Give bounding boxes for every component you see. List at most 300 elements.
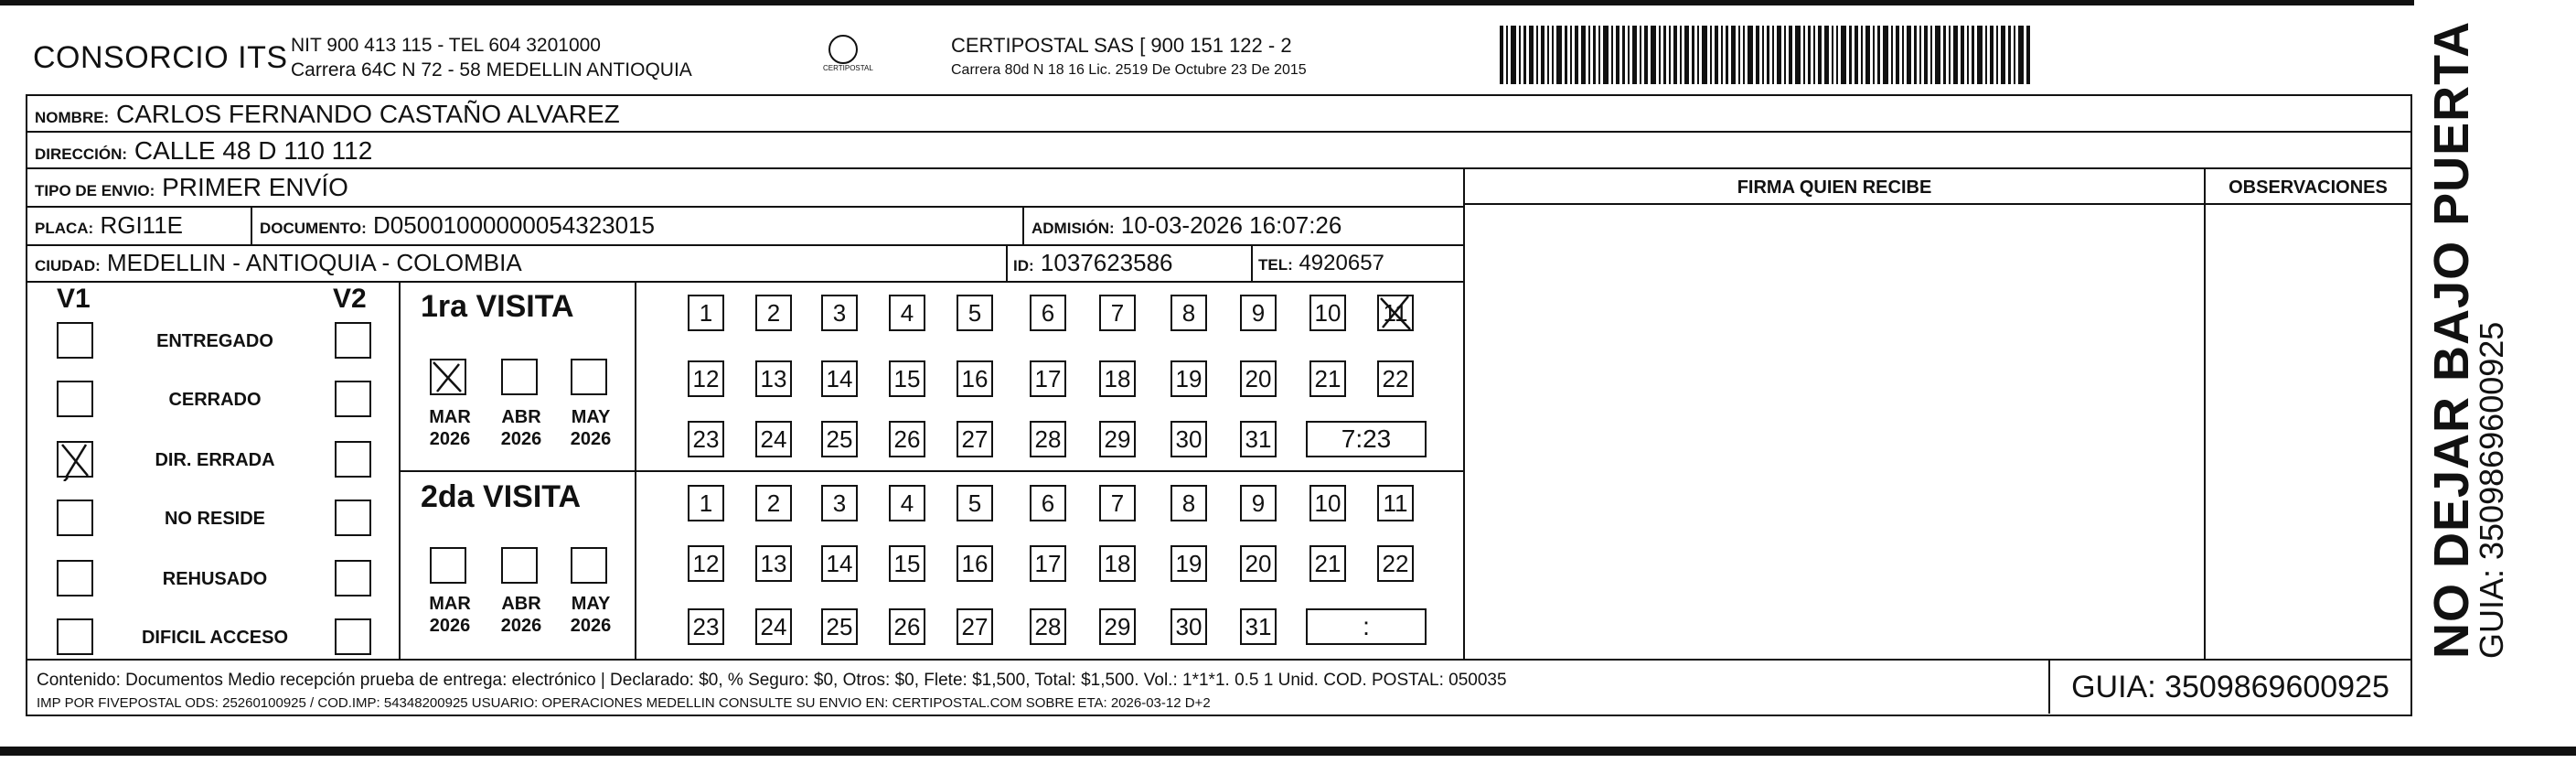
- barcode-bar: [1644, 26, 1648, 84]
- barcode-bar: [2014, 26, 2015, 84]
- tel-label: TEL:: [1258, 256, 1293, 274]
- second-visit-month-checkbox[interactable]: [501, 547, 538, 584]
- placa-value: RGI11E: [100, 211, 184, 239]
- second-visit-day[interactable]: [1030, 545, 1066, 582]
- month-name: MAY: [571, 407, 611, 427]
- first-visit-day[interactable]: [1099, 421, 1136, 457]
- second-visit-day[interactable]: [1170, 545, 1207, 582]
- first-visit-time[interactable]: 7:23: [1306, 421, 1427, 457]
- month-right-border: [635, 283, 636, 659]
- day-number: 19: [1175, 364, 1202, 392]
- barcode-bar: [1914, 26, 1917, 84]
- day-number: 21: [1314, 549, 1341, 577]
- day-number: 26: [893, 424, 921, 453]
- day-number: 1: [699, 298, 713, 327]
- first-visit-day[interactable]: [1309, 295, 1346, 331]
- first-visit-day[interactable]: [755, 421, 792, 457]
- barcode-bar: [1536, 26, 1538, 84]
- second-visit-day[interactable]: [688, 485, 724, 521]
- first-visit-day[interactable]: [1240, 295, 1277, 331]
- observaciones-header: OBSERVACIONES: [2229, 177, 2388, 198]
- barcode-bar: [1996, 26, 1998, 84]
- barcode-bar: [2018, 26, 2024, 84]
- day-number: 5: [967, 298, 982, 327]
- barcode-bar: [1731, 26, 1736, 84]
- month-name: ABR: [501, 594, 541, 614]
- second-visit-day[interactable]: [821, 485, 858, 521]
- id-value: 1037623586: [1040, 249, 1173, 276]
- barcode-bar: [1632, 26, 1637, 84]
- nombre-value: CARLOS FERNANDO CASTAÑO ALVAREZ: [116, 100, 620, 128]
- barcode-bar: [2026, 26, 2030, 84]
- month-name: MAR: [429, 407, 471, 427]
- ciudad-cell: [35, 249, 522, 277]
- second-visit-day[interactable]: [755, 608, 792, 645]
- company-name: CONSORCIO ITS: [33, 40, 288, 75]
- side-guia: GUIA: 3509869600925: [2473, 321, 2510, 659]
- footer-content-line: Contenido: Documentos Medio recepción prueba de entrega: electrónico | Declarado: $0, % Seguro: $0, Otros: $0, Flete: $1,500, Total: $1,500. Vol.: 1*1*1. 0.5 1 Unid. COD. POSTAL: 050035: [37, 671, 1507, 690]
- day-number: 13: [760, 549, 787, 577]
- second-visit-day[interactable]: [889, 608, 925, 645]
- second-visit-title: 2da VISITA: [421, 479, 582, 514]
- day-number: 8: [1181, 489, 1196, 517]
- month-year: 2026: [500, 429, 542, 449]
- barcode-bar: [1603, 26, 1609, 84]
- day-number: 30: [1175, 424, 1202, 453]
- first-visit-day[interactable]: [688, 360, 724, 397]
- v1-checkbox[interactable]: [57, 618, 93, 655]
- row-direccion: [27, 133, 2410, 169]
- day-number: 11: [1383, 489, 1408, 517]
- firma-area[interactable]: [1465, 205, 2202, 659]
- barcode-bar: [1743, 26, 1745, 84]
- tel-value: 4920657: [1299, 251, 1384, 275]
- day-number: 29: [1104, 424, 1131, 453]
- day-number: 16: [961, 364, 989, 392]
- day-number: 6: [1041, 489, 1055, 517]
- top-rule: [0, 0, 2414, 5]
- day-number: 17: [1034, 364, 1062, 392]
- bottom-rule: [0, 747, 2576, 756]
- footer-print-line: IMP POR FIVEPOSTAL ODS: 25260100925 / COD.IMP: 54348200925 USUARIO: OPERACIONES MEDELLIN CONSULTE SU ENVIO EN: CERTIPOSTAL.COM SOBRE ETA: 2026-03-12 D+2: [37, 695, 1211, 711]
- v1-header: V1: [57, 284, 91, 314]
- barcode-bar: [1565, 26, 1567, 84]
- day-number: 21: [1314, 364, 1341, 392]
- second-visit-day[interactable]: [957, 545, 993, 582]
- barcode-bar: [1855, 26, 1858, 84]
- logo-text: CERTIPOSTAL: [823, 64, 873, 72]
- x-mark-icon: [430, 359, 466, 395]
- v2-checkbox[interactable]: [335, 381, 371, 417]
- v2-checkbox[interactable]: [335, 560, 371, 596]
- first-visit-day[interactable]: [889, 360, 925, 397]
- second-visit-month-label: [422, 593, 477, 637]
- first-visit-day[interactable]: [821, 421, 858, 457]
- v2-checkbox[interactable]: [335, 500, 371, 536]
- barcode-bar: [1865, 26, 1870, 84]
- second-visit-day[interactable]: [688, 545, 724, 582]
- courier-name: CERTIPOSTAL SAS [ 900 151 122 - 2: [951, 34, 1292, 57]
- second-visit-day[interactable]: [1309, 485, 1346, 521]
- first-visit-month-checkbox[interactable]: [501, 359, 538, 395]
- x-mark-icon: [1375, 293, 1416, 333]
- status-label: NO RESIDE: [164, 509, 266, 529]
- barcode-bar: [1762, 26, 1764, 84]
- second-visit-day[interactable]: [1099, 608, 1136, 645]
- barcode-bar: [1628, 26, 1630, 84]
- first-visit-title: 1ra VISITA: [421, 289, 574, 324]
- barcode-bar: [1883, 26, 1888, 84]
- barcode-bar: [1907, 26, 1911, 84]
- status-label: REHUSADO: [162, 569, 268, 589]
- first-visit-day[interactable]: [1240, 360, 1277, 397]
- barcode-bar: [1556, 26, 1562, 84]
- barcode: [1500, 26, 2231, 84]
- v1-checkbox[interactable]: [57, 500, 93, 536]
- day-number: 8: [1181, 298, 1196, 327]
- month-year: 2026: [500, 616, 542, 636]
- barcode-bar: [1919, 26, 1921, 84]
- first-visit-day[interactable]: [1099, 360, 1136, 397]
- day-number: 27: [961, 424, 989, 453]
- second-visit-day[interactable]: [889, 545, 925, 582]
- barcode-bar: [1669, 26, 1671, 84]
- day-number: 28: [1034, 612, 1062, 640]
- first-visit-day[interactable]: [957, 295, 993, 331]
- barcode-bar: [1616, 26, 1619, 84]
- day-number: 7: [1110, 298, 1125, 327]
- day-number: 28: [1034, 424, 1062, 453]
- admision-label: ADMISIÓN:: [1031, 220, 1115, 237]
- barcode-bar: [1841, 26, 1846, 84]
- barcode-bar: [1949, 26, 1951, 84]
- barcode-bar: [1789, 26, 1792, 84]
- x-mark-icon: [59, 441, 91, 481]
- second-visit-day[interactable]: [1377, 545, 1414, 582]
- barcode-bar: [1803, 26, 1805, 84]
- barcode-bar: [1598, 26, 1600, 84]
- day-number: 23: [692, 424, 720, 453]
- v2-checkbox[interactable]: [335, 322, 371, 359]
- first-visit-day[interactable]: [1099, 295, 1136, 331]
- barcode-bar: [1861, 26, 1863, 84]
- barcode-bar: [1877, 26, 1880, 84]
- barcode-bar: [1511, 26, 1516, 84]
- second-visit-day[interactable]: [1240, 545, 1277, 582]
- first-visit-month-checkbox[interactable]: [430, 359, 466, 395]
- day-number: 19: [1175, 549, 1202, 577]
- company-address: Carrera 64C N 72 - 58 MEDELLIN ANTIOQUIA: [291, 59, 692, 81]
- documento-cell: [260, 211, 655, 240]
- barcode-bar: [1738, 26, 1740, 84]
- day-number: 1: [699, 489, 713, 517]
- barcode-bar: [1651, 26, 1656, 84]
- id-label: ID:: [1013, 257, 1034, 274]
- barcode-bar: [1961, 26, 1964, 84]
- tel-cell: [1258, 251, 1384, 276]
- day-number: 16: [961, 549, 989, 577]
- day-number: 12: [692, 364, 720, 392]
- v1-checkbox[interactable]: [57, 560, 93, 596]
- day-number: 23: [692, 612, 720, 640]
- second-visit-day[interactable]: [1099, 545, 1136, 582]
- second-visit-month-checkbox[interactable]: [430, 547, 466, 584]
- day-number: 18: [1104, 364, 1131, 392]
- day-number: 7: [1110, 489, 1125, 517]
- day-number: 4: [900, 489, 914, 517]
- barcode-bar: [1756, 26, 1759, 84]
- first-visit-day[interactable]: [821, 360, 858, 397]
- status-label: DIFICIL ACCESO: [141, 628, 288, 648]
- first-visit-day[interactable]: [957, 360, 993, 397]
- first-visit-day[interactable]: [889, 295, 925, 331]
- day-number: 29: [1104, 612, 1131, 640]
- day-number: 24: [760, 424, 787, 453]
- first-visit-month-label: [422, 406, 477, 450]
- barcode-bar: [1767, 26, 1769, 84]
- day-number: 25: [826, 612, 853, 640]
- barcode-bar: [1891, 26, 1893, 84]
- barcode-bar: [1777, 26, 1781, 84]
- month-year: 2026: [570, 429, 612, 449]
- first-visit-day[interactable]: [755, 295, 792, 331]
- second-visit-day[interactable]: [889, 485, 925, 521]
- placa-divider: [251, 208, 252, 246]
- barcode-bar: [1640, 26, 1641, 84]
- second-visit-day[interactable]: [1099, 485, 1136, 521]
- admision-divider: [1022, 208, 1024, 246]
- barcode-bar: [2001, 26, 2005, 84]
- barcode-bar: [1523, 26, 1526, 84]
- second-visit-day[interactable]: [1377, 485, 1414, 521]
- barcode-bar: [1818, 26, 1822, 84]
- day-number: 22: [1382, 549, 1409, 577]
- barcode-bar: [1824, 26, 1829, 84]
- barcode-bar: [1849, 26, 1852, 84]
- barcode-bar: [1902, 26, 1904, 84]
- day-number: 31: [1245, 612, 1272, 640]
- barcode-bar: [1784, 26, 1786, 84]
- ciudad-value: MEDELLIN - ANTIOQUIA - COLOMBIA: [107, 249, 522, 276]
- admision-cell: [1031, 211, 1341, 240]
- barcode-bar: [1832, 26, 1833, 84]
- day-number: 18: [1104, 549, 1131, 577]
- second-visit-time[interactable]: :: [1306, 608, 1427, 645]
- row-tipo: [27, 169, 1463, 208]
- barcode-bar: [1697, 26, 1699, 84]
- barcode-bar: [1795, 26, 1801, 84]
- barcode-bar: [1663, 26, 1666, 84]
- first-visit-day[interactable]: [1240, 421, 1277, 457]
- day-number: 14: [826, 364, 853, 392]
- month-name: ABR: [501, 407, 541, 427]
- barcode-bar: [1673, 26, 1677, 84]
- barcode-bar: [1990, 26, 1993, 84]
- barcode-bar: [1935, 26, 1940, 84]
- day-number: 17: [1034, 549, 1062, 577]
- second-visit-day[interactable]: [1240, 485, 1277, 521]
- second-visit-month-label: [563, 593, 618, 637]
- barcode-bar: [1896, 26, 1899, 84]
- barcode-bar: [1581, 26, 1586, 84]
- day-number: 3: [832, 298, 847, 327]
- second-visit-day[interactable]: [1170, 485, 1207, 521]
- first-visit-month-checkbox[interactable]: [571, 359, 607, 395]
- second-visit-day[interactable]: [1030, 608, 1066, 645]
- day-number: 26: [893, 612, 921, 640]
- first-visit-day[interactable]: [1030, 360, 1066, 397]
- first-visit-day[interactable]: [688, 421, 724, 457]
- first-visit-day[interactable]: [1377, 295, 1414, 331]
- tel-divider: [1251, 246, 1253, 283]
- id-cell: [1013, 249, 1173, 277]
- day-number: 14: [826, 549, 853, 577]
- day-number: 15: [893, 364, 921, 392]
- row-nombre: [27, 96, 2410, 133]
- barcode-bar: [1692, 26, 1694, 84]
- barcode-bar: [1547, 26, 1549, 84]
- day-number: 12: [692, 549, 720, 577]
- admision-value: 10-03-2026 16:07:26: [1120, 211, 1342, 239]
- second-visit-day[interactable]: [957, 485, 993, 521]
- barcode-bar: [1680, 26, 1682, 84]
- documento-label: DOCUMENTO:: [260, 220, 367, 237]
- first-visit-day[interactable]: [1030, 421, 1066, 457]
- first-visit-day[interactable]: [889, 421, 925, 457]
- day-number: 10: [1314, 489, 1341, 517]
- barcode-bar: [1684, 26, 1689, 84]
- barcode-bar: [1873, 26, 1875, 84]
- barcode-bar: [2008, 26, 2011, 84]
- month-year: 2026: [429, 616, 471, 636]
- day-number: 30: [1175, 612, 1202, 640]
- second-visit-day[interactable]: [957, 608, 993, 645]
- second-visit-day[interactable]: [1030, 485, 1066, 521]
- company-info: [291, 33, 692, 82]
- first-visit-day[interactable]: [1170, 360, 1207, 397]
- barcode-bar: [1924, 26, 1928, 84]
- day-number: 20: [1245, 549, 1272, 577]
- barcode-bar: [1813, 26, 1815, 84]
- day-number: 11: [1383, 298, 1408, 327]
- first-visit-month-label: [494, 406, 549, 450]
- second-visit-day[interactable]: [755, 545, 792, 582]
- first-visit-day[interactable]: [688, 295, 724, 331]
- second-visit-day[interactable]: [1240, 608, 1277, 645]
- observaciones-area[interactable]: [2206, 205, 2409, 659]
- barcode-bar: [1588, 26, 1590, 84]
- certipostal-logo: [823, 31, 873, 82]
- second-visit-day[interactable]: [821, 608, 858, 645]
- barcode-bar: [1500, 26, 1503, 84]
- barcode-bar: [1715, 26, 1718, 84]
- barcode-bar: [1552, 26, 1554, 84]
- nombre-label: NOMBRE:: [35, 109, 110, 126]
- barcode-bar: [1836, 26, 1838, 84]
- courier-info: [951, 33, 1307, 82]
- day-number: 22: [1382, 364, 1409, 392]
- second-visit-day[interactable]: [821, 545, 858, 582]
- status-label: DIR. ERRADA: [155, 450, 275, 470]
- first-visit-day[interactable]: [755, 360, 792, 397]
- id-divider: [1006, 246, 1008, 283]
- day-number: 2: [766, 298, 781, 327]
- ciudad-label: CIUDAD:: [35, 257, 101, 274]
- barcode-bar: [1659, 26, 1661, 84]
- day-number: 24: [760, 612, 787, 640]
- v1-checkbox[interactable]: [57, 322, 93, 359]
- documento-value: D05001000000054323015: [373, 211, 656, 239]
- day-number: 10: [1314, 298, 1341, 327]
- second-visit-day[interactable]: [688, 608, 724, 645]
- status-label: ENTREGADO: [156, 331, 273, 351]
- barcode-bar: [1967, 26, 1969, 84]
- barcode-bar: [1953, 26, 1958, 84]
- barcode-bar: [1506, 26, 1508, 84]
- day-number: 13: [760, 364, 787, 392]
- month-year: 2026: [429, 429, 471, 449]
- barcode-bar: [1721, 26, 1723, 84]
- v1-checkbox[interactable]: [57, 441, 93, 478]
- direccion-value: CALLE 48 D 110 112: [134, 136, 373, 165]
- barcode-bar: [1702, 26, 1707, 84]
- placa-label: PLACA:: [35, 220, 94, 237]
- company-nit: NIT 900 413 115 - TEL 604 3201000: [291, 35, 601, 56]
- first-visit-month-label: [563, 406, 618, 450]
- day-number: 20: [1245, 364, 1272, 392]
- second-visit-day[interactable]: [755, 485, 792, 521]
- month-year: 2026: [570, 616, 612, 636]
- v1-checkbox[interactable]: [57, 381, 93, 417]
- direccion-label: DIRECCIÓN:: [35, 145, 128, 163]
- barcode-bar: [1575, 26, 1578, 84]
- day-number: 4: [900, 298, 914, 327]
- second-visit-month-checkbox[interactable]: [571, 547, 607, 584]
- barcode-bar: [1748, 26, 1753, 84]
- first-visit-day[interactable]: [1030, 295, 1066, 331]
- barcode-bar: [1808, 26, 1811, 84]
- firma-header: FIRMA QUIEN RECIBE: [1737, 177, 1932, 198]
- v2-header: V2: [333, 284, 367, 314]
- day-number: 25: [826, 424, 853, 453]
- barcode-bar: [1622, 26, 1625, 84]
- day-number: 5: [967, 489, 982, 517]
- first-visit-day[interactable]: [957, 421, 993, 457]
- side-notice: NO DEJAR BAJO PUERTA: [2424, 20, 2479, 659]
- v2-checkbox[interactable]: [335, 618, 371, 655]
- logo-circle-icon: [828, 35, 858, 64]
- placa-cell: [35, 211, 183, 240]
- day-number: 31: [1245, 424, 1272, 453]
- second-visit-day[interactable]: [1170, 608, 1207, 645]
- first-visit-day[interactable]: [1170, 295, 1207, 331]
- first-visit-day[interactable]: [1377, 360, 1414, 397]
- first-visit-day[interactable]: [1170, 421, 1207, 457]
- first-visit-day[interactable]: [821, 295, 858, 331]
- barcode-bar: [1570, 26, 1572, 84]
- tipo-value: PRIMER ENVÍO: [162, 173, 348, 201]
- barcode-bar: [1930, 26, 1932, 84]
- first-visit-day[interactable]: [1309, 360, 1346, 397]
- day-number: 6: [1041, 298, 1055, 327]
- side-notice-block: [2423, 20, 2510, 659]
- second-visit-day[interactable]: [1309, 545, 1346, 582]
- barcode-bar: [1972, 26, 1974, 84]
- barcode-bar: [1519, 26, 1521, 84]
- v2-checkbox[interactable]: [335, 441, 371, 478]
- day-number: 27: [961, 612, 989, 640]
- status-label: CERRADO: [168, 390, 262, 410]
